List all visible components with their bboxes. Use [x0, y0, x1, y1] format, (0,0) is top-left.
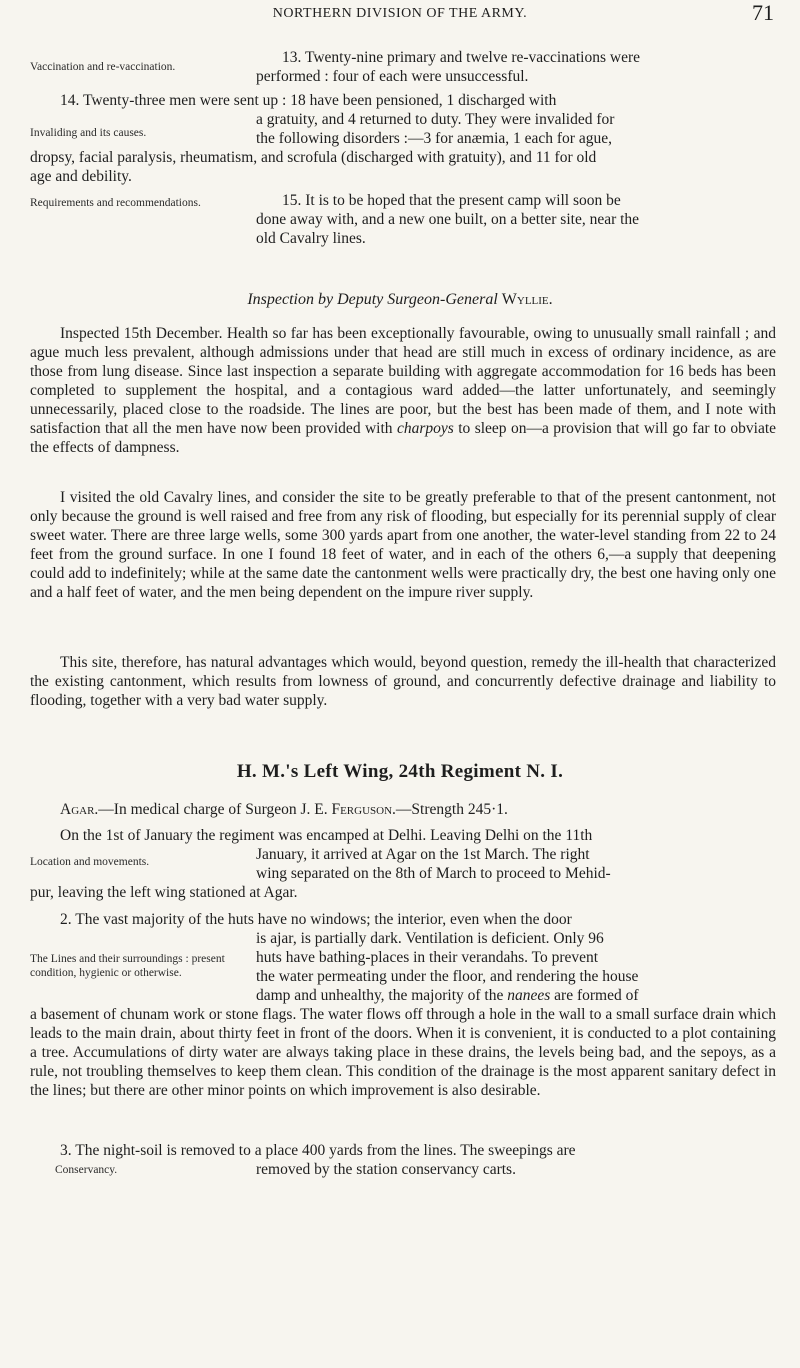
- para-13-line-1: 13. Twenty-nine primary and twelve re-vaccinations were: [282, 49, 641, 66]
- strength-text: —Strength 245·1.: [395, 801, 508, 818]
- reg-p3-line-1: 3. The night-soil is removed to a place 400 yards from the lines. The sweepings are: [60, 1142, 576, 1159]
- reg-p1-line-1: On the 1st of January the regiment was encamped at Delhi. Leaving Delhi on the 11th: [60, 827, 593, 844]
- reg-p2-line-1: 2. The vast majority of the huts have no windows; the interior, even when the door: [60, 911, 572, 928]
- margin-note-location: Location and movements.: [30, 856, 150, 868]
- para-15-line-3: old Cavalry lines.: [256, 230, 366, 247]
- page-header: [0, 2, 800, 26]
- inspection-paragraph-2: I visited the old Cavalry lines, and consider the site to be greatly preferable to that of the present cantonment, not only because the ground is well raised and free from any risk of flooding, but especially for its perennial supply of clear sweet water. There are three large wells, some 300 yards apart from one another, the water-level standing from 22 to 24 feet from the ground surface. In one I found 18 feet of water, and in each of the others 6,—a supply that deepening could add to indefinitely; while at the same date the cantonment wells were practically dry, the best one having only one and a half feet of water, and the men being dependent on the impure river supply.: [30, 489, 776, 601]
- inspection-heading-name: Wyllie.: [501, 291, 553, 308]
- reg-p2-line-5-a: damp and unhealthy, the majority of the: [256, 987, 504, 1004]
- running-head: NORTHERN DIVISION OF THE ARMY.: [272, 6, 528, 21]
- para-14-line-1: 14. Twenty-three men were sent up : 18 have been pensioned, 1 discharged with: [60, 92, 557, 109]
- reg-p2-line-3: huts have bathing-places in their verandahs. To prevent: [256, 949, 599, 966]
- medical-charge-text: —In medical charge of Surgeon J. E.: [98, 801, 328, 818]
- inspection-paragraph-1: [30, 324, 776, 457]
- para-14-line-4: dropsy, facial paralysis, rheumatism, and scrofula (discharged with gratuity), and 11 for old: [30, 149, 597, 166]
- inspection-paragraph-3: This site, therefore, has natural advantages which would, beyond question, remedy the ill-health that characterized the existing cantonment, which results from lowness of ground, and concurrently defective drainage and liability to flooding, together with a very bad water supply.: [30, 654, 776, 709]
- para-15-line-2: done away with, and a new one built, on a better site, near the: [256, 211, 640, 228]
- station-name: Agar.: [60, 801, 99, 818]
- para-13-line-2: performed : four of each were unsuccessful.: [256, 68, 529, 85]
- reg-p1-line-4: pur, leaving the left wing stationed at Agar.: [30, 884, 298, 901]
- reg-p2-line-5-b: are formed of: [554, 987, 639, 1004]
- inspection-heading: [0, 291, 800, 309]
- reg-p2-line-2: is ajar, is partially dark. Ventilation is deficient. Only 96: [256, 930, 604, 947]
- margin-note-requirements: Requirements and recommendations.: [30, 197, 201, 209]
- margin-note-conservancy: Conservancy.: [55, 1164, 118, 1176]
- reg-p2-line-4: the water permeating under the floor, and rendering the house: [256, 968, 639, 985]
- reg-p2-line-5: [256, 986, 776, 1005]
- para-15-line-1: 15. It is to be hoped that the present camp will soon be: [282, 192, 621, 209]
- reg-p3-line-2: removed by the station conservancy carts.: [256, 1161, 516, 1178]
- reg-p1-line-2: January, it arrived at Agar on the 1st March. The right: [256, 846, 590, 863]
- para-14-line-5: age and debility.: [30, 168, 132, 185]
- surgeon-name: Ferguson.: [331, 801, 396, 818]
- regiment-heading: H. M.'s Left Wing, 24th Regiment N. I.: [236, 761, 564, 782]
- reg-p1-line-3: wing separated on the 8th of March to proceed to Mehid-: [256, 865, 611, 882]
- reg-p2-rest: a basement of chunam work or stone flags. The water flows off through a hole in the wall to a small surface drain which leads to the main drain, about thirty feet in front of the doors. When it is convenient, it is conducted to a plot containing a tree. Accumulations of dirty water are always taking place in these drains, the levels being bad, and the sepoys, as a rule, not troubling themselves to keep them clean. This condition of the drainage is the most apparent sanitary defect in the lines; but there are other minor points on which improvement is also desirable.: [30, 1006, 776, 1099]
- para-14-line-2: a gratuity, and 4 returned to duty. They were invalided for: [256, 111, 615, 128]
- reg-p2-line-5-italic: nanees: [507, 987, 551, 1004]
- inspection-p1-italic: charpoys: [396, 420, 454, 437]
- inspection-heading-text: Inspection by Deputy Surgeon-General: [247, 291, 498, 308]
- margin-note-vaccination: Vaccination and re-vaccination.: [30, 61, 176, 73]
- inspection-p1-text: Inspected 15th December. Health so far has been exceptionally favourable, owing to unusually small rainfall ; and ague much less prevalent, although admissions under that head are still much in excess of ordinary incidence, as are those from lung disease. Since last inspection a separate building with aggregate accommodation for 16 beds has been completed to supplement the hospital, and a contagious ward added—the latter unfortunately, and seemingly unnecessarily, placed close to the roadside. The lines are poor, but the best has been made of them, and I note with satisfaction that all the men have now been provided with: [30, 325, 776, 437]
- para-14-line-3: the following disorders :—3 for anæmia, 1 each for ague,: [256, 130, 612, 147]
- margin-note-lines: The Lines and their surroundings : present condition, hygienic or otherwise.: [30, 953, 225, 979]
- page-number: 71: [752, 0, 774, 25]
- regiment-subheading: [30, 800, 776, 819]
- margin-note-invaliding: Invaliding and its causes.: [30, 127, 147, 139]
- inspection-p1-end: to sleep on—a provision that will go far to obviate the effects of dampness.: [30, 420, 777, 456]
